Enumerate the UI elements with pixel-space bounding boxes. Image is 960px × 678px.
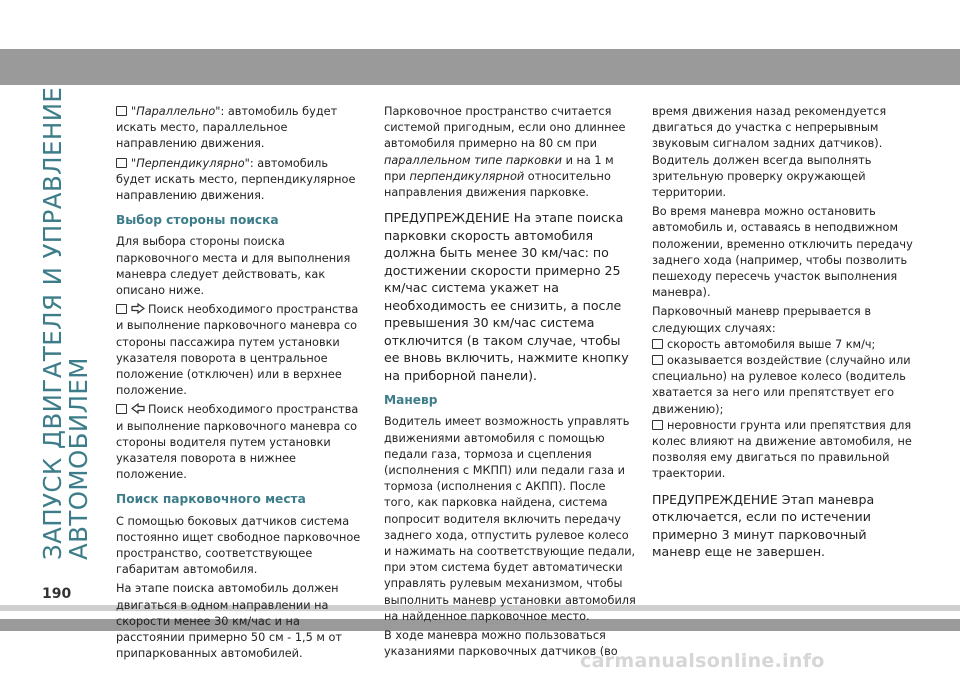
text-run-italic: перпендикулярной [409,169,525,183]
bullet-left-side [116,402,366,483]
warning-note: ПРЕДУПРЕЖДЕНИЕ На этапе поиска парковки скорость автомобиля должна быть менее 30 км/час: по достижении скорости примерно 25 км/час система укажет на необходимость ее снизить, а после превышения 30 км/час система отключится (в таком случае, чтобы ее вновь включить, нажмите кнопку на приборной панели). [384,210,629,383]
paragraph: На этапе поиска автомобиль должен двигаться в одном направлении на скорости менее 30 км/час и на расстоянии примерно 50 см - 1,5 м от припаркованных автомобилей. [116,582,343,661]
column-1 [116,104,366,666]
page-number: 190 [42,586,72,602]
bullet-ground [652,418,914,483]
text-run: Парковочное пространство считается системой пригодным, если оно длиннее автомобиля примерно на 80 см при [384,105,626,151]
section-heading: Выбор стороны поиска [116,213,279,228]
paragraph: время движения назад рекомендуется двигаться до участка с непрерывным звуковым сигналом задних датчиков). Водитель должен всегда выполнять зрительную проверку окружающей территории. [652,105,887,200]
checkbox-bullet-icon [116,304,127,314]
paragraph [384,104,636,201]
bullet-text: : автомобиль будет искать место, перпендикулярное направлению движения. [116,156,356,203]
bullet-text: скорость автомобиля выше 7 км/ч; [667,337,876,351]
bullet-speed [652,337,914,353]
paragraph: Парковочный маневр прерывается в следующих случаях: [652,305,871,335]
bullet-lead: "Параллельно" [131,105,221,118]
section-heading: Поиск парковочного места [116,492,306,507]
bullet-text: неровности грунта или препятствия для колес влияют на движение автомобиля, не позволяя ему двигаться по правильной траектории. [652,418,912,481]
bullet-steering [652,353,914,418]
bullet-perpendicular [116,156,366,205]
text-run: относительно направления движения парковке. [384,169,611,200]
arrow-left-icon [131,403,145,414]
paragraph: Для выбора стороны поиска парковочного места и для выполнения маневра следует действовать, как описано ниже. [116,235,351,298]
checkbox-bullet-icon [652,355,663,365]
chapter-title [38,86,93,560]
checkbox-bullet-icon [652,420,663,430]
paragraph: Во время маневра можно остановить автомобиль и, оставаясь в неподвижном положении, временно отключить передачу заднего хода (например, чтобы позволить пешеходу пересечь участок выполнения маневра). [652,205,913,300]
watermark: carmanualsonline.info [580,650,825,672]
column-2 [384,104,636,663]
bullet-text: Поиск необходимого пространства и выполнение парковочного маневра со стороны пассажира путем установки указателя поворота в центральное положение (отключен) или в верхнее положение. [116,303,359,398]
text-run-italic: параллельном типе парковки [384,153,562,167]
bullet-right-side [116,302,366,399]
checkbox-bullet-icon [116,404,127,414]
header-band [0,49,960,85]
column-3 [652,104,914,565]
paragraph: В ходе маневра можно пользоваться указаниями парковочных датчиков (во [384,629,618,659]
bullet-text: Поиск необходимого пространства и выполнение парковочного маневра со стороны водителя путем установки указателя поворота в нижнее положение. [116,403,359,482]
checkbox-bullet-icon [116,158,127,168]
paragraph: С помощью боковых датчиков система постоянно ищет свободное парковочное пространство, соответствующее габаритам автомобиля. [116,514,361,577]
bullet-parallel [116,104,366,153]
checkbox-bullet-icon [116,106,127,116]
bullet-text: : автомобиль будет искать место, параллельное направлению движения. [116,105,338,151]
bullet-text: оказывается воздействие (случайно или специально) на рулевое колесо (водитель хватается за него или препятствует его движению); [652,354,911,416]
section-heading: Маневр [384,393,438,408]
warning-note: ПРЕДУПРЕЖДЕНИЕ Этап маневра отключается, если по истечении примерно 3 минут парковочный маневр еще не завершен. [652,491,875,560]
paragraph: Водитель имеет возможность управлять движениями автомобиля с помощью педали газа, тормоза и сцепления (исполнения с МКПП) или педали газа и тормоза (исполнения с АКПП). После того, как парковка найдена, система попросит водителя включить передачу заднего хода, отпустить рулевое колесо и нажимать на соответствующие педали, при этом система будет автоматически управлять рулевым механизмом, чтобы выполнить маневр установки автомобиля на найденное парковочное место. [384,415,636,623]
chapter-title-line-2: АВТОМОБИЛЕМ [64,357,93,560]
chapter-title-line-1: ЗАПУСК ДВИГАТЕЛЯ И УПРАВЛЕНИЕ [38,86,67,560]
arrow-right-icon [131,303,145,314]
text-run: и на 1 м при [384,153,614,183]
bullet-lead: "Перпендикулярно" [131,156,250,170]
checkbox-bullet-icon [652,339,663,349]
